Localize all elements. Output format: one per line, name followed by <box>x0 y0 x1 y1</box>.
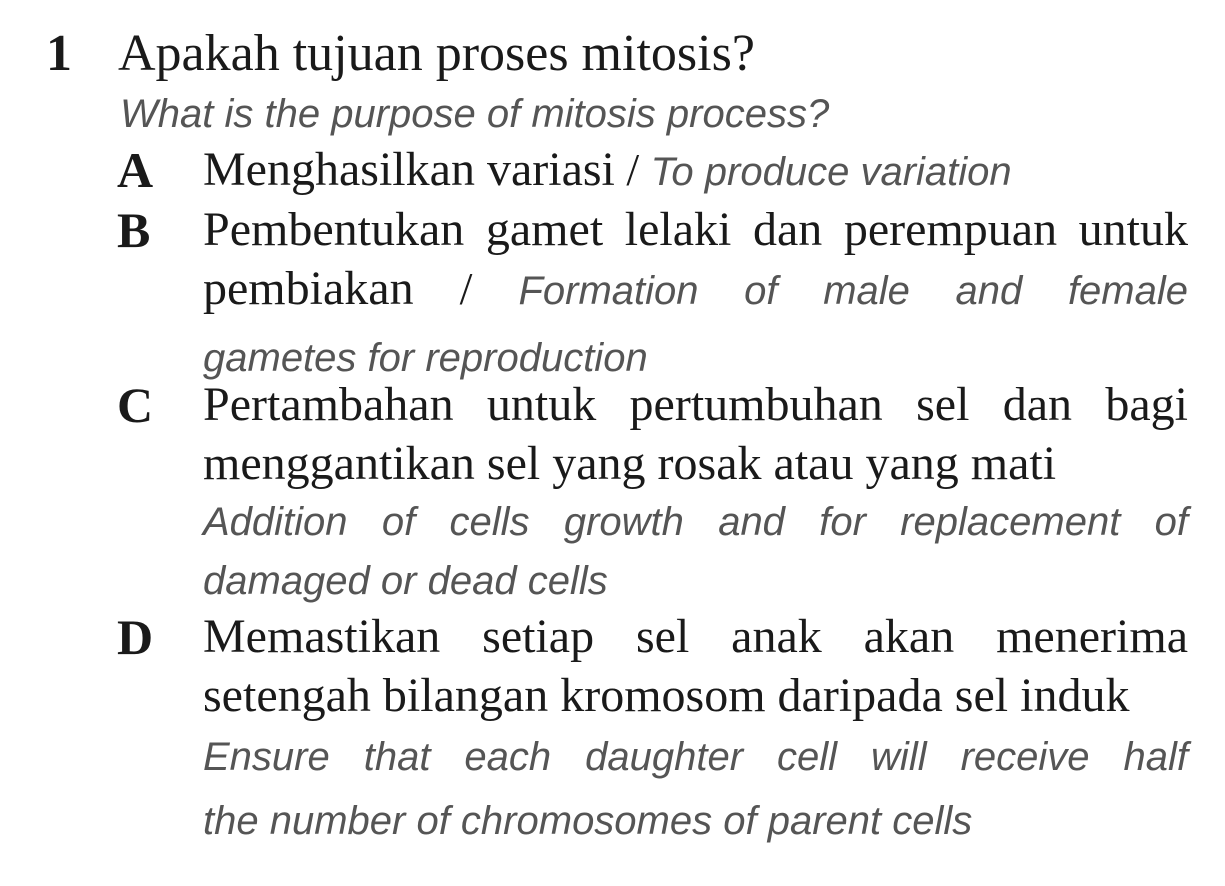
option-a-malay: Menghasilkan variasi <box>203 143 615 196</box>
option-a[interactable] <box>203 140 1188 199</box>
option-d-english-line2: the number of chromosomes of parent cells <box>203 799 973 843</box>
option-c-letter: C <box>117 377 154 433</box>
option-b-malay-line2: pembiakan <box>203 262 414 315</box>
option-b-separator: / <box>413 263 519 314</box>
option-d-letter: D <box>117 609 154 665</box>
question-stem-english: What is the purpose of mitosis process? <box>120 92 830 136</box>
option-c[interactable] <box>203 375 1188 611</box>
option-c-english-line1: Addition of cells growth and for replacement of <box>203 500 1188 544</box>
option-b-letter: B <box>117 202 151 258</box>
option-c-malay-line2: menggantikan sel yang rosak atau yang mati <box>203 437 1057 490</box>
question-number: 1 <box>46 25 72 82</box>
option-b[interactable] <box>203 200 1188 388</box>
option-b-malay-line1: Pembentukan gamet lelaki dan perempuan untuk <box>203 203 1188 256</box>
option-c-english-line2: damaged or dead cells <box>203 559 608 603</box>
option-d[interactable] <box>203 607 1188 853</box>
option-b-english-line2: gametes for reproduction <box>203 336 648 380</box>
option-c-malay-line1: Pertambahan untuk pertumbuhan sel dan bagi <box>203 378 1188 431</box>
option-a-english: To produce variation <box>650 150 1012 194</box>
option-a-letter: A <box>117 142 154 198</box>
question-stem-malay: Apakah tujuan proses mitosis? <box>118 25 755 82</box>
option-d-malay-line1: Memastikan setiap sel anak akan menerima <box>203 610 1188 663</box>
option-d-malay-line2: setengah bilangan kromosom daripada sel induk <box>203 669 1130 722</box>
option-a-separator: / <box>614 144 651 195</box>
option-b-english-line1: Formation of male and female <box>518 269 1189 313</box>
option-d-english-line1: Ensure that each daughter cell will receive half <box>203 735 1188 779</box>
